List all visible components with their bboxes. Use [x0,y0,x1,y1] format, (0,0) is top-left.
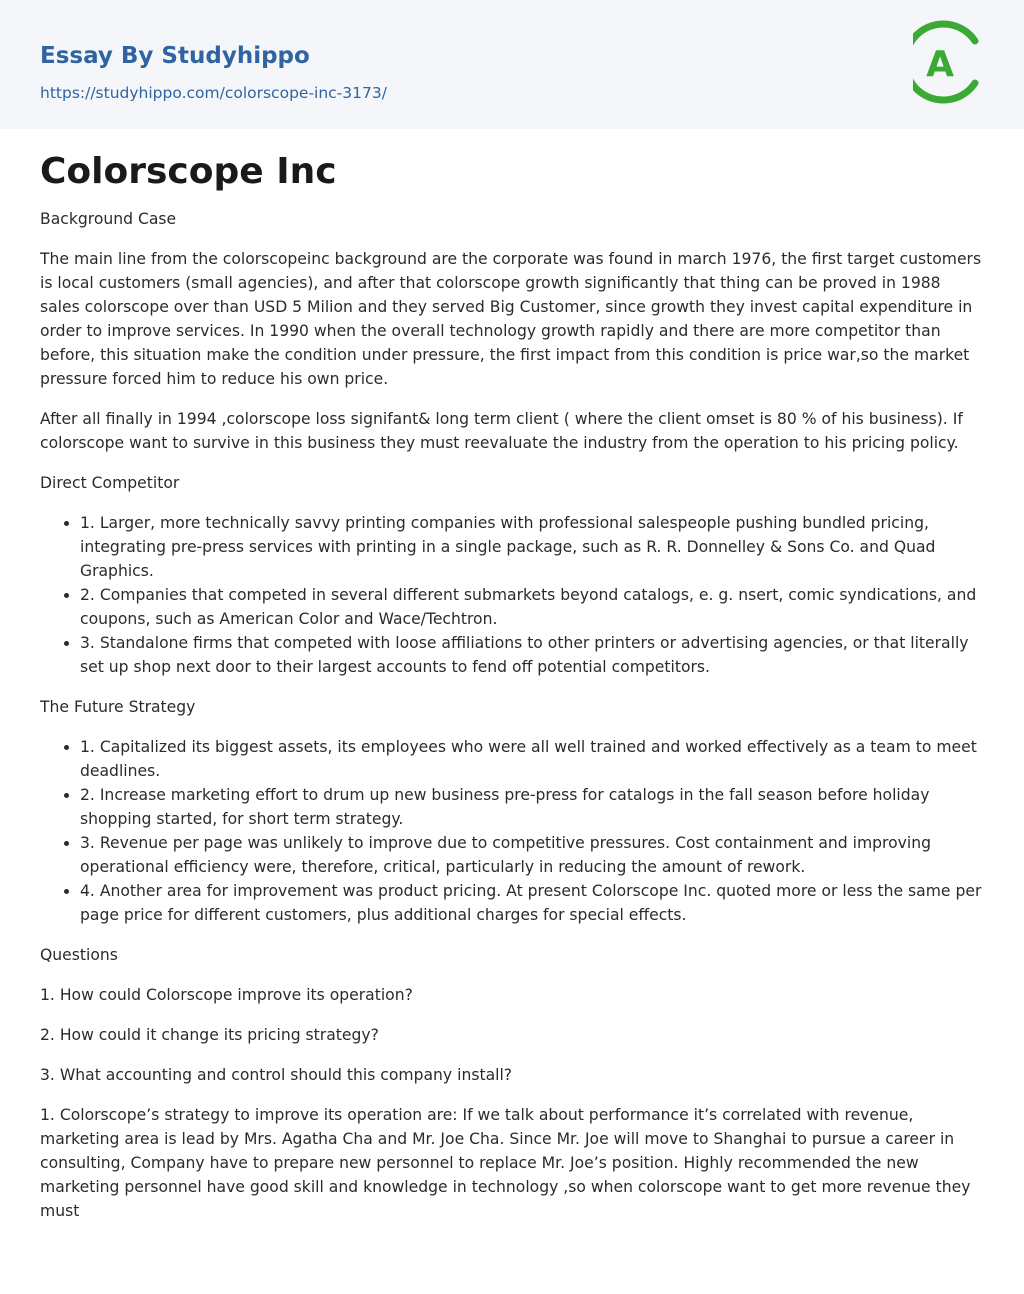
list-item: • 2. Increase marketing effort to drum up new business pre-press for catalogs in the fall season before holiday shopping started, for short term strategy. [80,783,984,831]
site-header [0,0,1024,129]
paragraph-background: The main line from the colorscopeinc background are the corporate was found in march 1976, the first target customers is local customers (small agencies), and after that colorscope growth significantly that thing can be proved in 1988 sales colorscope over than USD 5 Milion and they served Big Customer, since growth they invest capital expenditure in order to improve services. In 1990 when the overall technology growth rapidly and there are more competitor than before, this situation make the condition under pressure, the first impact from this condition is price war,so the market pressure forced him to reduce his own price. [40,250,982,388]
section-heading-background: Background Case [40,210,177,228]
section-heading-questions: Questions [40,946,118,964]
essay-title: Colorscope Inc [40,151,337,192]
list-item: • 1. Capitalized its biggest assets, its employees who were all well trained and worked effectively as a team to meet deadlines. [80,735,984,783]
studyhippo-logo-icon[interactable] [913,18,985,106]
answer-1-paragraph: 1. Colorscope’s strategy to improve its operation are: If we talk about performance it’s correlated with revenue, marketing area is lead by Mrs. Agatha Cha and Mr. Joe Cha. Since Mr. Joe will move to Shanghai to pursue a career in consulting, Company have to prepare new personnel to replace Mr. Joe’s position. Highly recommended the new marketing personnel have good skill and knowledge in technology ,so when colorscope want to get more revenue they must [40,1106,971,1220]
list-item: • 1. Larger, more technically savvy printing companies with professional salespeople pushing bundled pricing, integrating pre-press services with printing in a single package, such as R. R. Donnelley & Sons Co. and Quad Graphics. [80,511,984,583]
logo-letter: A [926,44,954,85]
section-heading-future-strategy: The Future Strategy [40,698,196,716]
list-item: • 3. Standalone firms that competed with loose affiliations to other printers or advertising agencies, or that literally set up shop next door to their largest accounts to fend off potential competitors. [80,631,984,679]
list-item: • 4. Another area for improvement was product pricing. At present Colorscope Inc. quoted more or less the same per page price for different customers, plus additional charges for special effects. [80,879,984,927]
strategy-list [40,735,984,927]
section-heading-direct-competitor: Direct Competitor [40,474,180,492]
brand-title: Essay By Studyhippo [40,43,310,69]
list-item: • 3. Revenue per page was unlikely to improve due to competitive pressures. Cost containment and improving operational efficiency were, therefore, critical, particularly in reducing the amount of rework. [80,831,984,879]
paragraph-1994: After all finally in 1994 ,colorscope loss signifant& long term client ( where the client omset is 80 % of his business). If colorscope want to survive in this business they must reevaluate the industry from the operation to his pricing policy. [40,410,963,452]
question-3: 3. What accounting and control should this company install? [40,1066,513,1084]
essay-content [0,129,1024,1223]
competitor-list [40,511,984,679]
list-item: • 2. Companies that competed in several different submarkets beyond catalogs, e. g. nsert, comic syndications, and coupons, such as American Color and Wace/Techtron. [80,583,984,631]
source-url-link[interactable]: https://studyhippo.com/colorscope-inc-3173/ [40,84,387,102]
question-2: 2. How could it change its pricing strategy? [40,1026,379,1044]
question-1: 1. How could Colorscope improve its operation? [40,986,413,1004]
